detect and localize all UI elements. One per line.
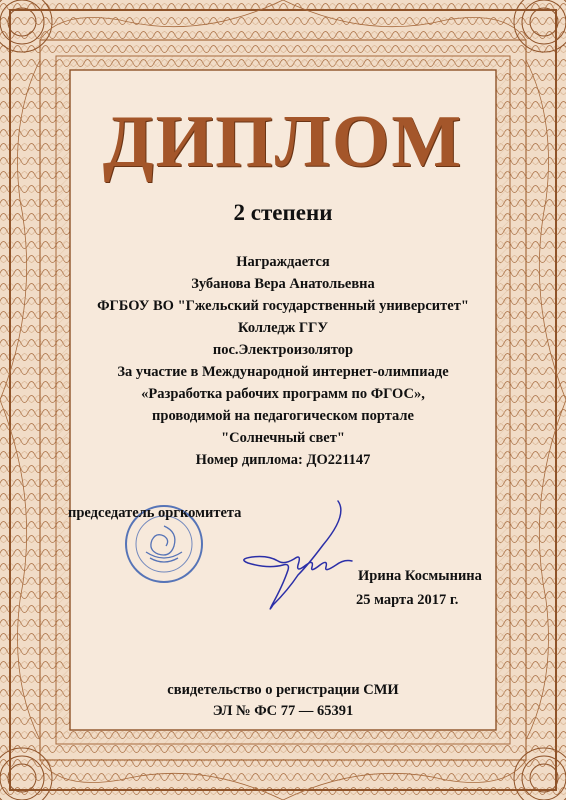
department: Колледж ГГУ [238, 320, 328, 336]
chairman-signature [228, 495, 358, 625]
issue-date: 25 марта 2017 г. [356, 592, 459, 608]
diploma-title: ДИПЛОМ [102, 101, 464, 183]
location: пос.Электроизолятор [212, 342, 354, 358]
signer-name: Ирина Космынина [358, 568, 482, 584]
portal-line: проводимой на педагогическом портале [152, 408, 414, 424]
chairman-label: председатель оргкомитета [68, 505, 242, 521]
recipient-name: Зубанова Вера Анатольевна [191, 276, 375, 292]
registration-line-1: свидетельство о регистрации СМИ [167, 682, 399, 698]
registration-line-2: ЭЛ № ФС 77 — 65391 [212, 703, 354, 719]
diploma-number: Номер диплома: ДО221147 [195, 452, 371, 468]
portal-name: "Солнечный свет" [221, 430, 345, 446]
participation-line: За участие в Международной интернет-олимпиаде [117, 364, 449, 380]
diploma-degree: 2 степени [233, 200, 333, 225]
olympiad-name: «Разработка рабочих программ по ФГОС», [141, 386, 425, 402]
organization: ФГБОУ ВО "Гжельский государственный университет" [97, 298, 469, 314]
awarded-label: Награждается [236, 254, 330, 270]
